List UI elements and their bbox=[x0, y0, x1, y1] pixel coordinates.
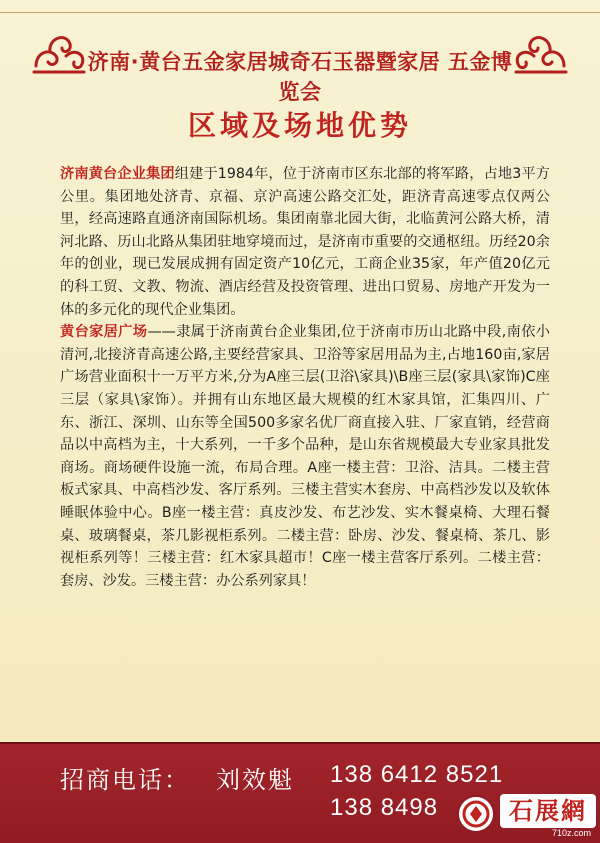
company-name-highlight: 济南黄台企业集团 bbox=[60, 166, 175, 182]
paragraph-group-intro bbox=[60, 163, 550, 321]
body-text bbox=[60, 163, 550, 592]
cloud-ornament-icon bbox=[512, 26, 570, 78]
paragraph-text: ——隶属于济南黄台企业集团,位于济南市历山北路中段,南依小清河,北接济青高速公路,主要经营家具、卫浴等家居用品为主,占地160亩,家居广场营业面积十一万平方米,分为A座三层(卫浴\家具)\B座三层(家具\家饰)C座三层（家具\家饰）。并拥有山东地区最大规模的红木家具馆，汇集四川、广东、浙江、深圳、山东等全国500多家名优厂商直接入驻、厂家直销，经营商品以中高档为主，十大系列，一千多个品种，是山东省规模最大专业家具批发商场。商场硬件设施一流，布局合理。A座一楼主营：卫浴、洁具。二楼主营板式家具、中高档沙发、客厅系列。三楼主营实木套房、中高档沙发以及软体睡眠体验中心。B座一楼主营：真皮沙发、布艺沙发、实木餐桌椅、大理石餐桌、玻璃餐桌，茶几影视柜系列。二楼主营：卧房、沙发、餐桌椅、茶几、影视柜系列等！三楼主营：红木家具超市！C座一楼主营客厅系列。二楼主营：套房、沙发。三楼主营：办公系列家具！ bbox=[60, 324, 550, 589]
header bbox=[0, 26, 600, 104]
cloud-ornament-icon bbox=[30, 26, 88, 78]
plaza-name-highlight: 黄台家居广场 bbox=[60, 324, 148, 341]
contact-label: 招商电话： bbox=[60, 766, 190, 794]
footer-divider bbox=[0, 742, 600, 744]
top-divider bbox=[0, 12, 600, 13]
phone-number-1[interactable]: 138 6412 8521 bbox=[330, 761, 504, 788]
site-logo-icon bbox=[456, 794, 496, 834]
paragraph-text: 组建于1984年，位于济南市区东北部的将军路，占地3平方公里。集团地处济青、京福、京沪高速公路交汇处，距济青高速零点仅两公里，经高速路直通济南国际机场。集团南靠北园大街，北临黄河公路大桥，清河北路、历山北路从集团驻地穿境而过，是济南市重要的交通枢纽。历经20余年的创业，现已发展成拥有固定资产10亿元，工商企业35家，年产值20亿元的科工贸、文教、物流、酒店经营及投资管理、进出口贸易、房地产开发为一体的多元化的现代企业集团。 bbox=[60, 166, 550, 318]
section-title: 区域及场地优势 bbox=[187, 109, 412, 142]
expo-title: 济南·黄台五金家居城奇石玉器暨家居 五金博览会 bbox=[87, 50, 513, 104]
contact-name: 刘效魁 bbox=[216, 766, 294, 794]
paragraph-plaza-intro bbox=[60, 321, 550, 592]
site-logo-text: 石展網 bbox=[500, 794, 596, 828]
site-domain: 710z.com bbox=[552, 828, 592, 838]
phone-number-2[interactable]: 138 8498 bbox=[330, 794, 439, 821]
contact-footer bbox=[0, 742, 600, 843]
